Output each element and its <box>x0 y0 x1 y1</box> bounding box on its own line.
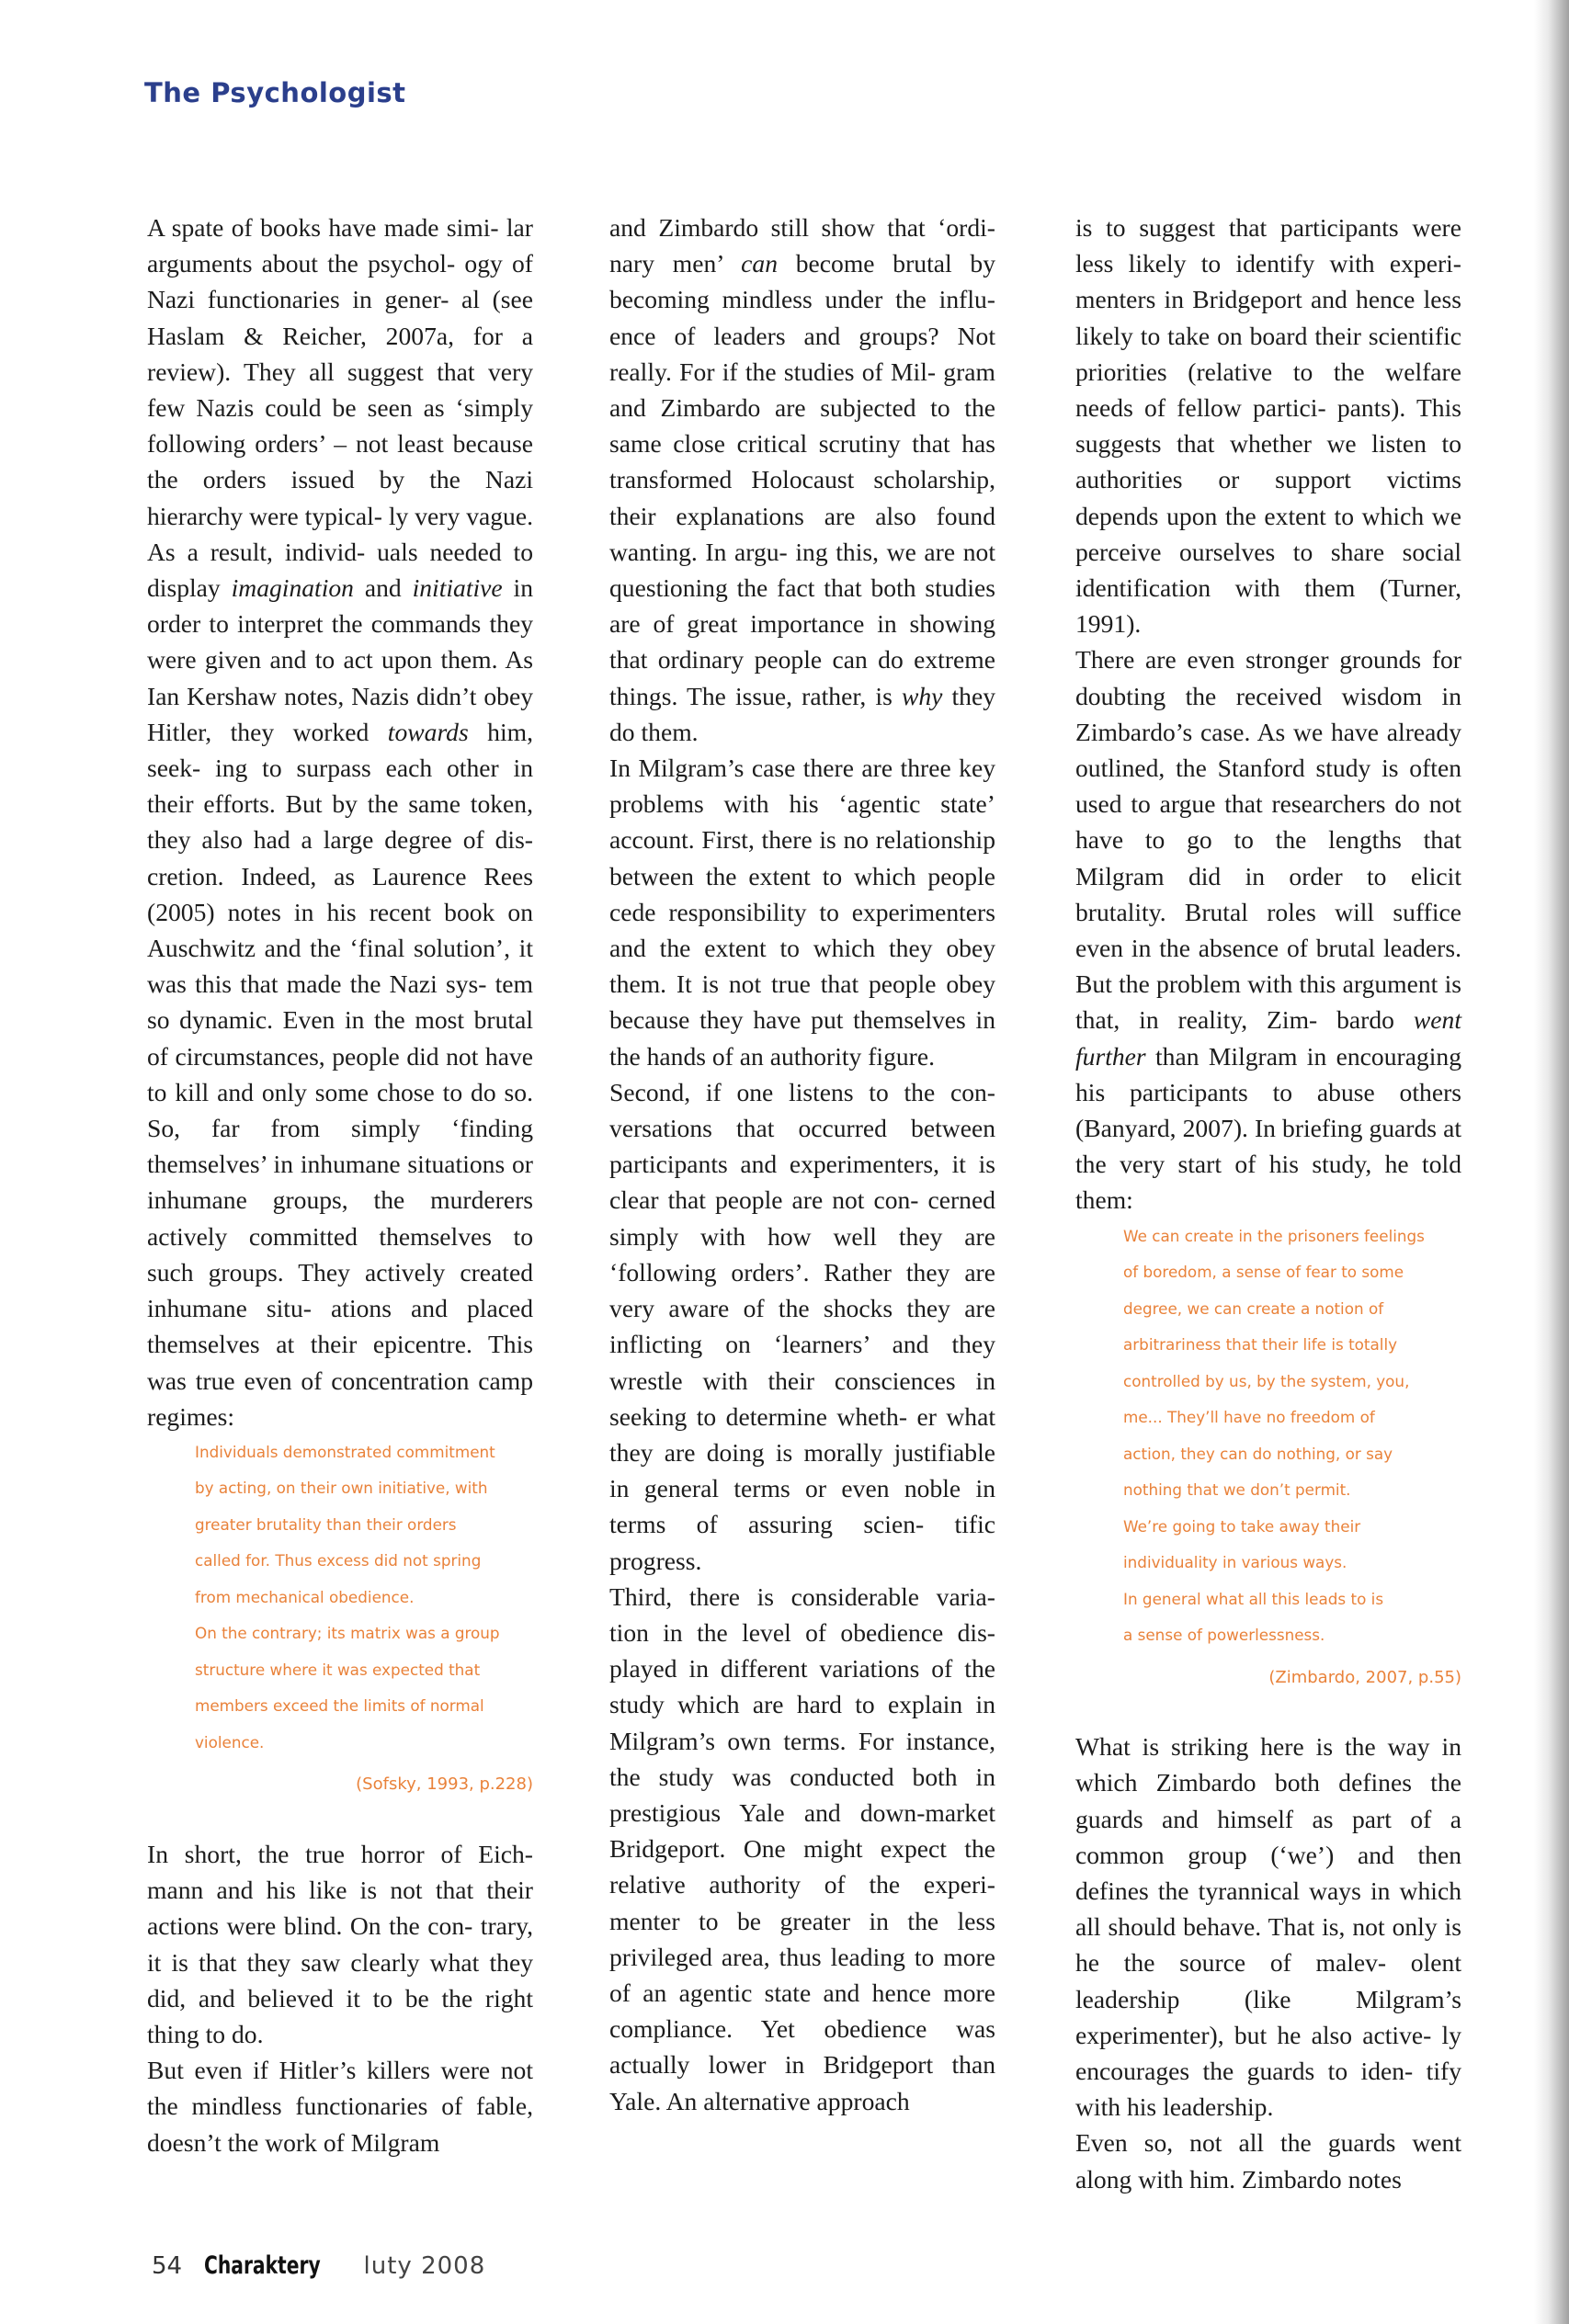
col2-paragraph-4: Third, there is considerable varia- tion in the level of obedience dis- played in different variations of the study which are hard to explain in Milgram’s own terms. For instance, the study was conducted both in prestigious Yale and down-market Bridgeport. One might expect the relative authority of the experi- menter to be greater in the less privileged area, thus leading to more of an agentic state and hence more compliance. Yet obedience was actually lower in Bridgeport than Yale. An alternative approach <box>609 1581 995 2115</box>
col3-paragraph-3: What is striking here is the way in which Zimbardo both defines the guards and himself as part of a common group (‘we’) and then defines the tyrannical ways in which all should behave. That is, not only is he the source of malev- olent leadership (like Milgram’s experimenter), but he also active- ly encourages the guards to iden- tify with his leadership. <box>1075 1732 1461 2122</box>
block-quote-zimbardo: We can create in the prisoners feelings of boredom, a sense of fear to some degree, we can create a notion of arbitrariness that their life is totally controlled by us, by the system, you, me... They’ll have no freedom of action, they can do nothing, or say nothing that we don’t permit. We’re going to take away their individuality in various ways. In general what all this leads to is a sense of powerlessness. (Zimbardo, 2007, p.55) <box>1123 1219 1461 1696</box>
col1-paragraph-3: But even if Hitler’s killers were not the mindless functionaries of fable, doesn’t the work of Milgram <box>147 2056 533 2157</box>
col2-paragraph-3: Second, if one listens to the con- versations that occurred between participants and experimenters, it is clear that people are not con- cerned simply with how well they are ‘following orders’. Rather they are very aware of the shocks they are inflicting on ‘learners’ and they wrestle with their consciences in seeking to determine wheth- er what they are doing is morally justifiable in general terms or even noble in terms of assuring scien- tific progress. <box>609 1077 995 1575</box>
quote-citation: (Sofsky, 1993, p.228) <box>356 1774 533 1795</box>
col1-paragraph-1: A spate of books have made simi- lar arguments about the psychol- ogy of Nazi functionaries in gener- al (see Haslam & Reicher, 2007a, for a review). They all suggest that very few Nazis could be seen as ‘simply following orders’ – not least because the orders issued by the Nazi hierarchy were typical- ly very vague. As a result, individ- uals needed to display imagination and initiative in order to interpret the commands they were given and to act upon them. As Ian Kershaw notes, Nazis didn’t obey Hitler, they worked towards him, seek- ing to surpass each other in their efforts. But by the same token, they also had a large degree of dis- cretion. Indeed, as Laurence Rees (2005) notes in his recent book on Auschwitz and the ‘final solution’, it was this that made the Nazi sys- tem so dynamic. Even in the most brutal of circumstances, people did not have to kill and only some chose to do so. So, far from simply ‘finding themselves’ in inhumane situations or inhumane groups, the murderers actively committed themselves to such groups. They actively created inhumane situ- ations and placed themselves at their epicentre. This was true even of concentration camp regimes: <box>147 213 533 1431</box>
page-number: 54 <box>152 2252 183 2280</box>
issue-date: luty 2008 <box>363 2252 486 2280</box>
page-edge-shadow <box>1534 0 1569 2324</box>
col3-paragraph-1: is to suggest that participants were less likely to identify with experi- menters in Bridgeport and hence less likely to take on board their scientific priorities (relative to the welfare needs of fellow partici- pants). This suggests that whether we listen to authorities or support victims depends upon the extent to which we perceive ourselves to share social identification with them (Turner, 1991). <box>1075 213 1461 639</box>
col3-paragraph-4: Even so, not all the guards went along with him. Zimbardo notes <box>1075 2128 1461 2194</box>
block-quote-sofsky: Individuals demonstrated commitment by acting, on their own initiative, with greater brutality than their orders called for. Thus excess did not spring from mechanical obedience. On the contrary; its matrix was a group structure where it was expected that members exceed the limits of normal violence. (Sofsky, 1993, p.228) <box>195 1434 533 1803</box>
col1-paragraph-2: In short, the true horror of Eich- mann and his like is not that their actions were blind. On the con- trary, it is that they saw clearly what they did, and believed it to be the right thing to do. <box>147 1839 533 2048</box>
page-footer <box>152 2251 485 2280</box>
col2-paragraph-2: In Milgram’s case there are three key problems with his ‘agentic state’ account. First, there is no relationship between the extent to which people cede responsibility to experimenters and the extent to which they obey them. It is not true that people obey because they have put themselves in the hands of an authority figure. <box>609 754 995 1071</box>
magazine-logo: Charaktery <box>204 2251 322 2280</box>
text-column-2 <box>609 210 995 2119</box>
text-column-1 <box>147 210 533 2160</box>
quote-citation: (Zimbardo, 2007, p.55) <box>1268 1667 1461 1687</box>
text-column-3 <box>1075 210 1461 2197</box>
col2-paragraph-1: and Zimbardo still show that ‘ordi- nary men’ can become brutal by becoming mindless under the influ- ence of leaders and groups? Not really. For if the studies of Mil- gram and Zimbardo are subjected to the same close critical scrutiny that has transformed Holocaust scholarship, their explanations are also found wanting. In argu- ing this, we are not questioning the fact that both studies are of great importance in showing that ordinary people can do extreme things. The issue, rather, is why they do them. <box>609 213 996 746</box>
running-header: The Psychologist <box>144 77 406 108</box>
col3-paragraph-2: There are even stronger grounds for doubting the received wisdom in Zimbardo’s case. As we have already outlined, the Stanford study is often used to argue that researchers do not have to go to the lengths that Milgram did in order to elicit brutality. Brutal roles will suffice even in the absence of brutal leaders. But the problem with this argument is that, in reality, Zim- bardo went further than Milgram in encouraging his participants to abuse others (Banyard, 2007). In briefing guards at the very start of his study, he told them: <box>1075 645 1461 1215</box>
